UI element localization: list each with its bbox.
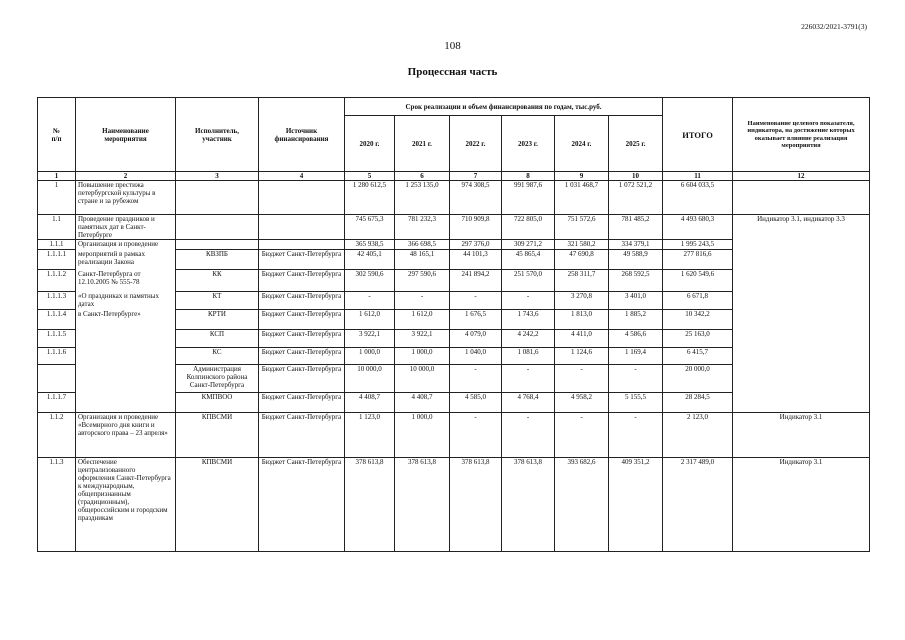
row-value: -	[609, 365, 663, 393]
col-total-header: ИТОГО	[663, 98, 733, 172]
document-number: 226032/2021-3791(3)	[801, 22, 867, 31]
row-value: 302 590,6	[345, 270, 395, 292]
table-row	[38, 458, 870, 552]
column-number: 3	[176, 172, 259, 181]
row-value: 5 155,5	[609, 393, 663, 413]
row-name: «О праздниках и памятных датах	[76, 292, 176, 310]
row-name: Обеспечение централизованного оформления Санкт-Петербурга к международным, общепризнанным (традиционным), общероссийским и городским праздникам	[76, 458, 176, 552]
table-row	[38, 250, 870, 270]
row-value: 309 271,2	[502, 240, 555, 250]
col-executor-header: Исполнитель, участник	[176, 98, 259, 172]
row-indicator	[733, 292, 870, 310]
row-source: Бюджет Санкт-Петербурга	[259, 292, 345, 310]
row-value: 4 408,7	[345, 393, 395, 413]
row-value: 1 280 612,5	[345, 181, 395, 215]
row-value: 1 253 135,0	[395, 181, 450, 215]
row-value: 1 885,2	[609, 310, 663, 330]
row-indicator: Индикатор 3.1	[733, 413, 870, 458]
row-value: 3 401,0	[609, 292, 663, 310]
row-value: 49 588,9	[609, 250, 663, 270]
row-value: 1 169,4	[609, 348, 663, 365]
row-value: 974 308,5	[450, 181, 502, 215]
row-value: 1 743,6	[502, 310, 555, 330]
row-value: 366 698,5	[395, 240, 450, 250]
column-number: 7	[450, 172, 502, 181]
row-name: Проведение праздников и памятных дат в Санкт-Петербурге	[76, 215, 176, 240]
financing-table	[37, 97, 870, 552]
row-name	[76, 393, 176, 413]
row-value: 365 938,5	[345, 240, 395, 250]
row-value: 1 813,0	[555, 310, 609, 330]
row-number: 1.1.1.1	[38, 250, 76, 270]
row-number: 1.1.1	[38, 240, 76, 250]
row-indicator	[733, 330, 870, 348]
row-value: 745 675,3	[345, 215, 395, 240]
row-number: 1.1.1.4	[38, 310, 76, 330]
table-row	[38, 181, 870, 215]
row-value: 751 572,6	[555, 215, 609, 240]
table-row	[38, 310, 870, 330]
column-number: 4	[259, 172, 345, 181]
row-executor: Администрация Колпинского района Санкт-Петербурга	[176, 365, 259, 393]
column-number: 8	[502, 172, 555, 181]
row-number: 1.1.1.6	[38, 348, 76, 365]
row-executor: КС	[176, 348, 259, 365]
row-indicator	[733, 393, 870, 413]
row-total: 1 620 549,6	[663, 270, 733, 292]
row-name	[76, 348, 176, 365]
row-value: -	[345, 292, 395, 310]
table-row	[38, 393, 870, 413]
table-row	[38, 348, 870, 365]
row-source: Бюджет Санкт-Петербурга	[259, 348, 345, 365]
row-value: 991 987,6	[502, 181, 555, 215]
row-name: Повышение престижа петербургской культуры в стране и за рубежом	[76, 181, 176, 215]
row-indicator	[733, 270, 870, 292]
row-indicator	[733, 250, 870, 270]
row-number: 1.1.1.2	[38, 270, 76, 292]
row-source: Бюджет Санкт-Петербурга	[259, 250, 345, 270]
row-value: -	[450, 365, 502, 393]
table-row	[38, 215, 870, 240]
row-indicator	[733, 365, 870, 393]
row-name: мероприятий в рамках реализации Закона	[76, 250, 176, 270]
row-value: 1 072 521,2	[609, 181, 663, 215]
column-number: 5	[345, 172, 395, 181]
row-value: 297 376,0	[450, 240, 502, 250]
row-source: Бюджет Санкт-Петербурга	[259, 310, 345, 330]
row-value: 258 311,7	[555, 270, 609, 292]
row-number: 1.1.1.3	[38, 292, 76, 310]
row-value: 393 682,6	[555, 458, 609, 552]
row-value: -	[395, 292, 450, 310]
year-header: 2025 г.	[609, 116, 663, 172]
row-value: 10 000,0	[345, 365, 395, 393]
row-number: 1.1.3	[38, 458, 76, 552]
table-row	[38, 413, 870, 458]
row-value: 409 351,2	[609, 458, 663, 552]
row-value: 321 580,2	[555, 240, 609, 250]
row-total: 6 604 033,5	[663, 181, 733, 215]
table-row	[38, 292, 870, 310]
row-executor: КТ	[176, 292, 259, 310]
col-indicator-header: Наименование целевого показателя, индикатора, на достижение которых оказывает влияние реализация мероприятия	[733, 98, 870, 172]
row-value: -	[502, 365, 555, 393]
row-value: 4 958,2	[555, 393, 609, 413]
row-name	[76, 365, 176, 393]
row-value: 378 613,8	[502, 458, 555, 552]
column-number: 9	[555, 172, 609, 181]
row-value: -	[502, 413, 555, 458]
row-total: 25 163,0	[663, 330, 733, 348]
row-value: 4 242,2	[502, 330, 555, 348]
row-value: 722 805,0	[502, 215, 555, 240]
row-value: 1 040,0	[450, 348, 502, 365]
page-title: Процессная часть	[407, 66, 498, 78]
row-value: 3 270,8	[555, 292, 609, 310]
row-indicator	[733, 181, 870, 215]
row-value: 1 000,0	[395, 348, 450, 365]
row-value: 44 101,3	[450, 250, 502, 270]
row-total: 1 995 243,5	[663, 240, 733, 250]
row-number: 1.1.2	[38, 413, 76, 458]
row-number: 1	[38, 181, 76, 215]
row-value: 297 590,6	[395, 270, 450, 292]
row-value: 3 922,1	[345, 330, 395, 348]
row-value: 781 232,3	[395, 215, 450, 240]
row-executor	[176, 215, 259, 240]
row-value: -	[502, 292, 555, 310]
row-executor: КК	[176, 270, 259, 292]
row-value: 4 585,0	[450, 393, 502, 413]
row-indicator	[733, 310, 870, 330]
year-header: 2023 г.	[502, 116, 555, 172]
row-value: 1 081,6	[502, 348, 555, 365]
row-executor	[176, 240, 259, 250]
row-source	[259, 181, 345, 215]
row-value: 4 079,0	[450, 330, 502, 348]
column-number: 1	[38, 172, 76, 181]
year-header: 2024 г.	[555, 116, 609, 172]
row-value: 781 485,2	[609, 215, 663, 240]
row-value: -	[450, 292, 502, 310]
column-number: 2	[76, 172, 176, 181]
row-source: Бюджет Санкт-Петербурга	[259, 393, 345, 413]
column-number: 12	[733, 172, 870, 181]
row-total: 20 000,0	[663, 365, 733, 393]
row-value: 4 408,7	[395, 393, 450, 413]
row-value: 48 165,1	[395, 250, 450, 270]
row-number	[38, 365, 76, 393]
row-executor	[176, 181, 259, 215]
row-source	[259, 240, 345, 250]
column-number: 6	[395, 172, 450, 181]
row-source: Бюджет Санкт-Петербурга	[259, 365, 345, 393]
row-name	[76, 330, 176, 348]
row-executor: КПВСМИ	[176, 458, 259, 552]
page-number: 108	[444, 40, 461, 52]
table-row	[38, 330, 870, 348]
table-row	[38, 270, 870, 292]
row-value: 710 909,8	[450, 215, 502, 240]
row-value: 1 612,0	[345, 310, 395, 330]
row-total: 277 816,6	[663, 250, 733, 270]
row-name: Организация и проведение	[76, 240, 176, 250]
column-number-row	[38, 172, 870, 181]
row-value: 334 379,1	[609, 240, 663, 250]
row-value: 4 768,4	[502, 393, 555, 413]
row-value: 10 000,0	[395, 365, 450, 393]
row-value: 1 612,0	[395, 310, 450, 330]
row-source	[259, 215, 345, 240]
row-total: 28 284,5	[663, 393, 733, 413]
row-value: 4 586,6	[609, 330, 663, 348]
row-value: 1 124,6	[555, 348, 609, 365]
row-value: 378 613,8	[345, 458, 395, 552]
row-total: 6 671,8	[663, 292, 733, 310]
row-value: 1 000,0	[395, 413, 450, 458]
row-executor: КПВСМИ	[176, 413, 259, 458]
row-total: 4 493 680,3	[663, 215, 733, 240]
row-total: 2 123,0	[663, 413, 733, 458]
row-name: Санкт-Петербурга от 12.10.2005 № 555-78	[76, 270, 176, 292]
row-source: Бюджет Санкт-Петербурга	[259, 270, 345, 292]
row-source: Бюджет Санкт-Петербурга	[259, 458, 345, 552]
row-executor: КВЗПБ	[176, 250, 259, 270]
row-name: в Санкт-Петербурге»	[76, 310, 176, 330]
row-executor: КСП	[176, 330, 259, 348]
row-value: 241 894,2	[450, 270, 502, 292]
row-indicator	[733, 240, 870, 250]
row-total: 10 342,2	[663, 310, 733, 330]
col-name-header: Наименование мероприятия	[76, 98, 176, 172]
row-value: 47 690,8	[555, 250, 609, 270]
row-value: 378 613,8	[450, 458, 502, 552]
period-header: Срок реализации и объем финансирования по годам, тыс.руб.	[345, 98, 663, 116]
column-number: 11	[663, 172, 733, 181]
table-row	[38, 365, 870, 393]
row-indicator: Индикатор 3.1	[733, 458, 870, 552]
row-value: 1 031 468,7	[555, 181, 609, 215]
row-value: 4 411,0	[555, 330, 609, 348]
row-value: -	[555, 365, 609, 393]
row-value: 268 592,5	[609, 270, 663, 292]
row-value: 42 405,1	[345, 250, 395, 270]
row-total: 6 415,7	[663, 348, 733, 365]
row-value: -	[609, 413, 663, 458]
row-indicator: Индикатор 3.1, индикатор 3.3	[733, 215, 870, 240]
row-source: Бюджет Санкт-Петербурга	[259, 413, 345, 458]
row-number: 1.1	[38, 215, 76, 240]
row-number: 1.1.1.7	[38, 393, 76, 413]
row-value: 3 922,1	[395, 330, 450, 348]
col-source-header: Источник финансирования	[259, 98, 345, 172]
row-value: -	[555, 413, 609, 458]
row-value: 251 570,0	[502, 270, 555, 292]
table-body	[38, 181, 870, 552]
row-name: Организация и проведение «Всемирного дня книги и авторского права – 23 апреля»	[76, 413, 176, 458]
row-value: 45 865,4	[502, 250, 555, 270]
row-value: 1 000,0	[345, 348, 395, 365]
table-row	[38, 240, 870, 250]
row-value: -	[450, 413, 502, 458]
year-header: 2020 г.	[345, 116, 395, 172]
row-total: 2 317 489,0	[663, 458, 733, 552]
row-executor: КРТИ	[176, 310, 259, 330]
col-num-header: № п/п	[38, 98, 76, 172]
row-source: Бюджет Санкт-Петербурга	[259, 330, 345, 348]
row-number: 1.1.1.5	[38, 330, 76, 348]
row-executor: КМПВОО	[176, 393, 259, 413]
row-value: 378 613,8	[395, 458, 450, 552]
row-indicator	[733, 348, 870, 365]
row-value: 1 123,0	[345, 413, 395, 458]
row-value: 1 676,5	[450, 310, 502, 330]
year-header: 2021 г.	[395, 116, 450, 172]
column-number: 10	[609, 172, 663, 181]
year-header: 2022 г.	[450, 116, 502, 172]
